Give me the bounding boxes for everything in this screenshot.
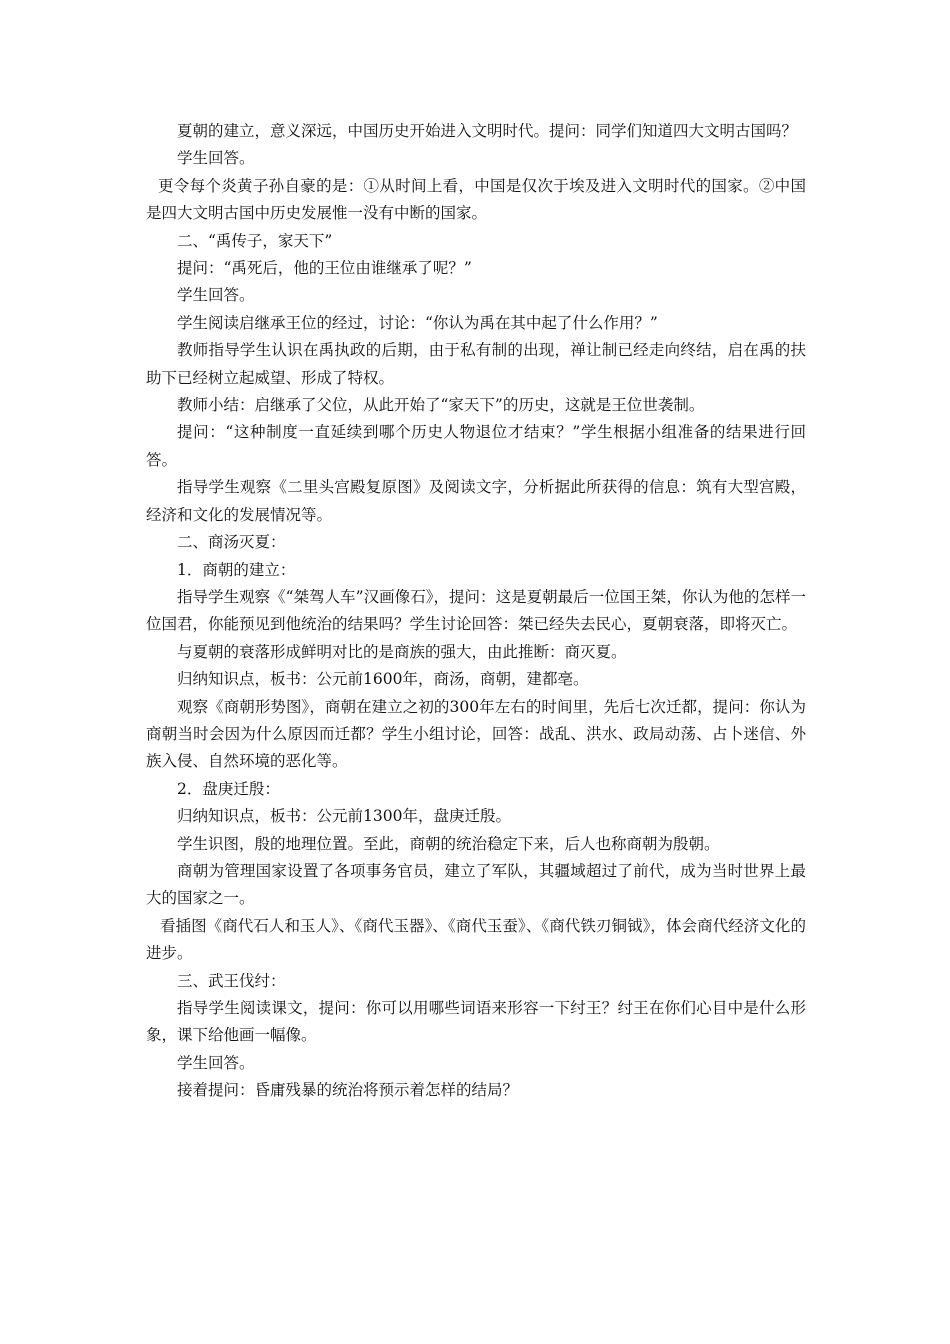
section-heading: 二、商汤灭夏： — [177, 533, 286, 552]
paragraph: 归纳知识点，板书：公元前1300年，盘庚迁殷。 — [177, 807, 511, 826]
paragraph: 学生识图，殷的地理位置。至此，商朝的统治稳定下来，后人也称商朝为殷朝。 — [177, 834, 720, 853]
paragraph: 学生回答。 — [177, 1053, 255, 1072]
document-page — [146, 118, 806, 1105]
paragraph: 接着提问：昏庸残暴的统治将预示着怎样的结局？ — [177, 1081, 519, 1100]
paragraph: 看插图《商代石人和玉人》、《商代玉器》、《商代玉蚕》、《商代铁刃铜钺》，体会商代经济文化的进步。 — [146, 916, 806, 963]
paragraph: 指导学生观察《“桀驾人车”汉画像石》，提问：这是夏朝最后一位国王桀，你认为他的怎样一位国君，你能预见到他统治的结果吗？学生讨论回答：桀已经失去民心，夏朝衰落，即将灭亡。 — [146, 587, 806, 634]
paragraph: 学生回答。 — [177, 286, 255, 305]
paragraph: 归纳知识点，板书：公元前1600年，商汤，商朝，建都亳。 — [177, 670, 589, 689]
subsection-heading: 2．盘庚迁殷： — [177, 779, 280, 798]
paragraph: 更令每个炎黄子孙自豪的是：①从时间上看，中国是仅次于埃及进入文明时代的国家。②中国是四大文明古国中历史发展惟一没有中断的国家。 — [146, 176, 806, 223]
paragraph: 提问：“这种制度一直延续到哪个历史人物退位才结束？”学生根据小组准备的结果进行回答。 — [146, 423, 806, 469]
paragraph: 指导学生观察《二里头宫殿复原图》及阅读文字，分析据此所获得的信息：筑有大型宫殿，经济和文化的发展情况等。 — [146, 478, 806, 524]
paragraph: 商朝为管理国家设置了各项事务官员，建立了军队，其疆域超过了前代，成为当时世界上最大的国家之一。 — [146, 861, 806, 908]
paragraph: 指导学生阅读课文，提问：你可以用哪些词语来形容一下纣王？纣王在你们心目中是什么形象，课下给他画一幅像。 — [146, 999, 806, 1045]
paragraph: 学生阅读启继承王位的经过，讨论：“你认为禹在其中起了什么作用？” — [177, 313, 658, 332]
paragraph: 观察《商朝形势图》，商朝在建立之初的300年左右的时间里，先后七次迁都，提问：你认为商朝当时会因为什么原因而迁都？学生小组讨论，回答：战乱、洪水、政局动荡、占卜迷信、外族入侵、自然环境的恶化等。 — [146, 697, 806, 771]
paragraph: 提问：“禹死后，他的王位由谁继承了呢？” — [177, 259, 472, 278]
paragraph: 教师指导学生认识在禹执政的后期，由于私有制的出现，禅让制已经走向终结，启在禹的扶助下已经树立起威望、形成了特权。 — [146, 341, 806, 387]
subsection-heading: 1．商朝的建立： — [177, 560, 296, 579]
section-heading: 二、“禹传子，家天下” — [177, 231, 333, 250]
paragraph: 与夏朝的衰落形成鲜明对比的是商族的强大，由此推断：商灭夏。 — [177, 642, 627, 661]
paragraph: 教师小结：启继承了父位，从此开始了“家天下”的历史，这就是王位世袭制。 — [177, 396, 705, 415]
paragraph: 学生回答。 — [177, 149, 255, 168]
section-heading: 三、武王伐纣： — [177, 971, 286, 990]
paragraph: 夏朝的建立，意义深远，中国历史开始进入文明时代。提问：同学们知道四大文明古国吗？ — [177, 122, 798, 140]
